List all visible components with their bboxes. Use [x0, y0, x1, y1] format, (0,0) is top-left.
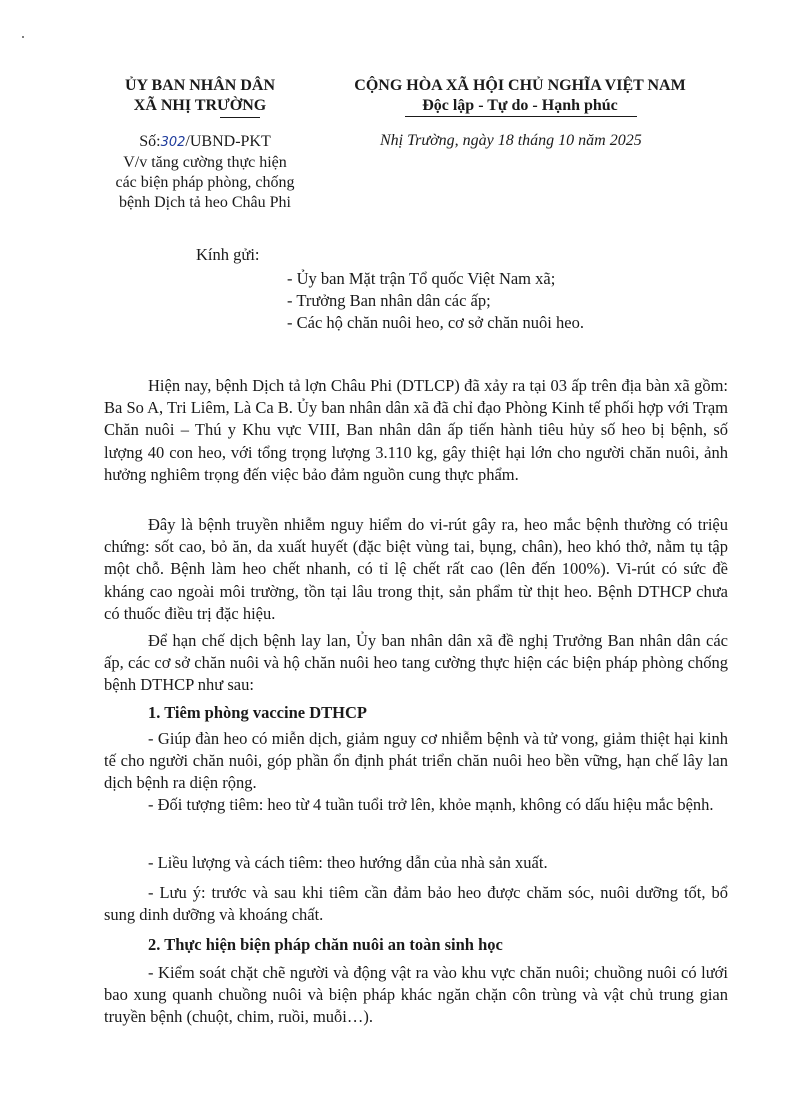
recipient-item: - Các hộ chăn nuôi heo, cơ sở chăn nuôi heo.	[287, 313, 584, 332]
body-paragraph-vaccine-benefit: - Giúp đàn heo có miễn dịch, giảm nguy cơ nhiễm bệnh và tử vong, giảm thiệt hại kinh tế cho người chăn nuôi, góp phần ổn định phát triển chăn nuôi heo bền vững, hạn chế lây lan dịch bệnh ra diện rộng.	[104, 729, 728, 793]
recipients-label: Kính gửi:	[196, 245, 260, 264]
document-number-handwritten: 302	[160, 135, 186, 150]
issuing-authority-line1: ỦY BAN NHÂN DÂN	[124, 77, 276, 94]
national-title-line1: CỘNG HÒA XÃ HỘI CHỦ NGHĨA VIỆT NAM	[354, 77, 686, 94]
body-paragraph-vaccine-dosage: - Liều lượng và cách tiêm: theo hướng dẫn của nhà sản xuất.	[148, 853, 548, 872]
subject-line3: bệnh Dịch tả heo Châu Phi	[119, 194, 291, 211]
body-paragraph-vaccine-note: - Lưu ý: trước và sau khi tiêm cần đảm bảo heo được chăm sóc, nuôi dưỡng tốt, bổ sung dinh dưỡng và khoáng chất.	[104, 883, 728, 925]
subject-line2: các biện pháp phòng, chống	[115, 174, 295, 191]
place-date: Nhị Trường, ngày 18 tháng 10 năm 2025	[380, 132, 642, 149]
recipient-item: - Ủy ban Mặt trận Tổ quốc Việt Nam xã;	[287, 269, 556, 288]
subject-line1: V/v tăng cường thực hiện	[123, 154, 287, 171]
national-motto: Độc lập - Tự do - Hạnh phúc	[422, 97, 618, 114]
motto-underline	[405, 116, 637, 117]
document-number-block	[90, 132, 320, 213]
recipient-item: - Trưởng Ban nhân dân các ấp;	[287, 291, 491, 310]
section-heading-vaccination: 1. Tiêm phòng vaccine DTHCP	[148, 703, 367, 722]
document-number-prefix: Số:	[139, 133, 161, 150]
issuing-authority	[100, 76, 300, 116]
document-number	[90, 132, 320, 153]
body-paragraph-vaccine-target: - Đối tượng tiêm: heo từ 4 tuần tuổi trở lên, khỏe mạnh, không có dấu hiệu mắc bệnh.	[148, 795, 714, 814]
issuing-authority-line2: XÃ NHỊ TRƯỜNG	[133, 97, 267, 114]
national-title	[330, 76, 710, 116]
body-paragraph-situation: Hiện nay, bệnh Dịch tả lợn Châu Phi (DTLCP) đã xảy ra tại 03 ấp trên địa bàn xã gồm: Ba So A, Tri Liêm, Là Ca B. Ủy ban nhân dân xã đã chỉ đạo Phòng Kinh tế phối hợp với Trạm Chăn nuôi – Thú y Khu vực VIII, Ban nhân dân ấp tiến hành tiêu hủy số heo bị bệnh, số lượng 40 con heo, với tổng trọng lượng 3.110 kg, gây thiệt hại lớn cho người chăn nuôi, ảnh hưởng nghiêm trọng đến việc bảo đảm nguồn cung thực phẩm.	[104, 376, 728, 484]
body-paragraph-biosecurity-control: - Kiểm soát chặt chẽ người và động vật ra vào khu vực chăn nuôi; chuồng nuôi có lưới bao xung quanh chuồng nuôi và biện pháp khác ngăn chặn côn trùng và vật chủ trung gian truyền bệnh (chuột, chim, ruồi, muỗi…).	[104, 963, 728, 1027]
body-paragraph-request: Để hạn chế dịch bệnh lay lan, Ủy ban nhân dân xã đề nghị Trưởng Ban nhân dân các ấp, các cơ sở chăn nuôi và hộ chăn nuôi heo tang cường thực hiện các biện pháp phòng chống bệnh DTHCP như sau:	[104, 631, 728, 695]
body-paragraph-disease-description: Đây là bệnh truyền nhiễm nguy hiểm do vi-rút gây ra, heo mắc bệnh thường có triệu chứng: sốt cao, bỏ ăn, da xuất huyết (đặc biệt vùng tai, bụng, chân), heo khó thở, nằm tụ tập một chỗ. Bệnh làm heo chết nhanh, có tỉ lệ chết rất cao (lên đến 100%). Vi-rút có sức đề kháng cao ngoài môi trường, tồn tại lâu trong thịt, sản phẩm từ thịt heo. Bệnh DTHCP chưa có thuốc điều trị đặc hiệu.	[104, 515, 728, 623]
document-number-suffix: /UBND-PKT	[185, 133, 271, 150]
authority-underline	[220, 117, 260, 118]
section-heading-biosecurity: 2. Thực hiện biện pháp chăn nuôi an toàn sinh học	[148, 935, 503, 954]
scan-speck	[22, 36, 24, 38]
